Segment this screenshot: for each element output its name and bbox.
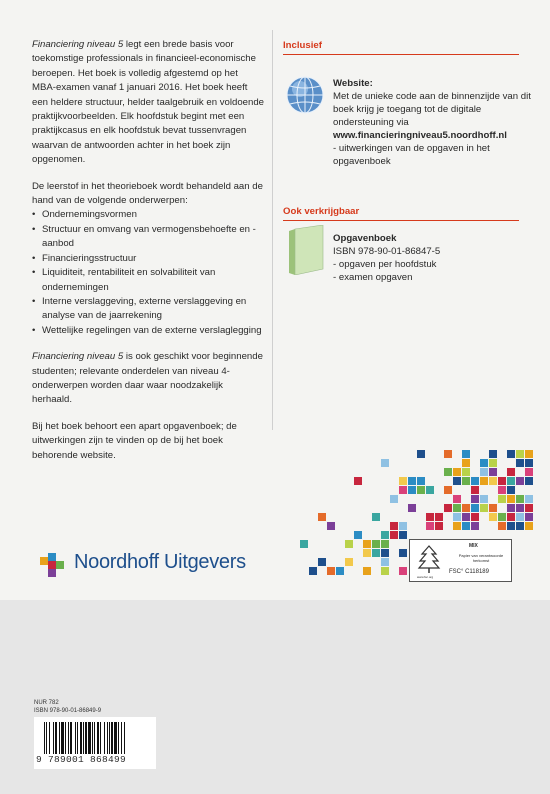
mosaic-tile [471,486,479,494]
mosaic-tile [516,459,524,467]
mosaic-tile [525,477,533,485]
mosaic-tile [498,477,506,485]
mosaic-tile [381,567,389,575]
mosaic-tile [480,495,488,503]
mosaic-tile [471,477,479,485]
barcode-bar [61,722,64,754]
mosaic-tile [498,513,506,521]
ook-verkrijgbaar-block [333,232,533,284]
mosaic-tile [516,477,524,485]
mosaic-tile [345,558,353,566]
book-title-italic: Financiering niveau 5 [32,351,124,363]
nur-code: NUR 782 [34,700,59,706]
noordhoff-logo-icon [40,553,64,577]
mosaic-tile [363,540,371,548]
mosaic-tile [444,450,452,458]
ook-verkrijgbaar-heading: Ook verkrijgbaar [283,206,360,217]
website-item: - uitwerkingen van de opgaven in het opgavenboek [333,143,490,167]
topic-item: • Interne verslaggeving, externe verslaggeving en analyse van de jaarrekening [32,295,264,324]
topics-list [32,208,264,338]
mosaic-tile [462,513,470,521]
opgavenboek-title: Opgavenboek [333,233,397,244]
mosaic-tile [480,504,488,512]
description-column [32,38,264,475]
mosaic-tile [444,486,452,494]
mosaic-tile [435,522,443,530]
mosaic-tile [399,522,407,530]
suitability-paragraph [32,350,264,408]
mosaic-tile [525,450,533,458]
mosaic-tile [498,495,506,503]
mosaic-tile [381,531,389,539]
mosaic-tile [525,513,533,521]
mosaic-tile [318,513,326,521]
website-label: Website: [333,78,373,89]
barcode-bar [118,722,119,754]
book-title-italic: Financiering niveau 5 [32,39,124,50]
mosaic-tile [471,495,479,503]
opgavenboek-item: - examen opgaven [333,272,413,283]
mosaic-tile [471,504,479,512]
fsc-site: www.fsc.org [417,575,434,579]
mosaic-tile [381,549,389,557]
barcode-bar [70,722,72,754]
mosaic-tile [300,540,308,548]
suitability-text: is ook geschikt voor beginnende studenten; relevante onderdelen van niveau 4-onderwerpen worden daar waar noodzakelijk herhaald. [32,351,263,406]
mosaic-tile [489,504,497,512]
mosaic-tile [399,531,407,539]
mosaic-tile [426,522,434,530]
mosaic-tile [525,468,533,476]
mosaic-tile [471,513,479,521]
website-url: www.financieringniveau5.noordhoff.nl [333,130,507,141]
barcode-bar [85,722,87,754]
barcode-bar [94,722,95,754]
barcode-number: 9 789001 868499 [36,754,127,765]
globe-icon [285,75,325,115]
mosaic-tile [381,459,389,467]
mosaic-tile [363,567,371,575]
inclusief-rule [283,54,519,55]
mosaic-tile [408,477,416,485]
barcode-bar [97,722,99,754]
mosaic-tile [516,504,524,512]
mosaic-tile [399,477,407,485]
mosaic-tile [471,522,479,530]
mosaic-tile [399,549,407,557]
mosaic-tile [462,477,470,485]
mosaic-tile [507,450,515,458]
column-divider [272,30,273,430]
barcode-bar [109,722,110,754]
mosaic-tile [426,486,434,494]
mosaic-tile [399,486,407,494]
mosaic-tile [498,486,506,494]
mosaic-tile [417,486,425,494]
mosaic-tile [462,504,470,512]
intro-text: legt een brede basis voor toekomstige professionals in financieel-economische beroepen. Het boek is volledig afgestemd op het MBA-examen vanaf 1 januari 2016. Het boek heeft een heldere structuur, helder taalgebruik en voldoende praktijkvoorbeelden. Elk hoofdstuk begint met een praktijkcasus en elk hoofdstuk bevat tussenvragen waarvan de antwoorden achter in het boek zijn opgenomen. [32,39,265,166]
mosaic-tile [489,513,497,521]
fsc-label [409,539,512,582]
barcode-bar [88,722,91,754]
barcode-bar [77,722,78,754]
ook-verkrijgbaar-rule [283,220,519,221]
mosaic-tile [444,468,452,476]
mosaic-tile [453,522,461,530]
fsc-mix: MIX [469,543,478,549]
mosaic-tile [327,567,335,575]
barcode-bar [104,722,105,754]
topic-item: • Structuur en omvang van vermogensbehoefte en -aanbod [32,223,264,252]
mosaic-tile [372,540,380,548]
mosaic-tile [453,513,461,521]
mosaic-tile [516,513,524,521]
publisher-name: Noordhoff Uitgevers [74,551,246,573]
topic-item: • Financieringsstructuur [32,252,264,266]
opgavenboek-isbn: ISBN 978-90-01-86847-5 [333,246,441,257]
website-description: Met de unieke code aan de binnenzijde van dit boek krijg je toegang tot de digitale ondersteuning via [333,91,531,128]
mosaic-tile [507,513,515,521]
inclusief-block [333,77,533,168]
mosaic-tile [525,459,533,467]
topic-item: • Wettelijke regelingen van de externe verslaglegging [32,324,264,338]
mosaic-tile [408,486,416,494]
barcode-bar [80,722,82,754]
mosaic-tile [507,477,515,485]
mosaic-tile [372,513,380,521]
mosaic-tile [453,477,461,485]
mosaic-tile [462,522,470,530]
barcode-bar [65,722,66,754]
workbook-note: Bij het boek behoort een apart opgavenboek; de uitwerkingen zijn te vinden op de bij het boek behorende website. [32,420,237,461]
mosaic-tile [516,522,524,530]
mosaic-tile [507,468,515,476]
mosaic-tile [381,558,389,566]
barcode [34,717,156,769]
mosaic-tile [489,459,497,467]
barcode-bar [114,722,117,754]
nur-isbn-block [34,699,101,715]
mosaic-tile [417,450,425,458]
mosaic-tile [345,540,353,548]
mosaic-tile [462,468,470,476]
mosaic-tile [525,495,533,503]
barcode-bar [49,722,50,754]
barcode-bar [44,722,45,754]
mosaic-tile [480,468,488,476]
intro-paragraph [32,38,264,168]
mosaic-tile [489,468,497,476]
mosaic-tile [390,495,398,503]
isbn-small: ISBN 978-90-01-86849-9 [34,708,102,714]
mosaic-tile [444,504,452,512]
barcode-bar [111,722,113,754]
mosaic-tile [453,504,461,512]
topic-item: • Liquiditeit, rentabiliteit en solvabiliteit van ondernemingen [32,266,264,295]
mosaic-tile [525,522,533,530]
mosaic-tile [309,567,317,575]
mosaic-tile [480,459,488,467]
barcode-bar [83,722,84,754]
barcode-bar [55,722,57,754]
fsc-code: FSC° C118189 [449,569,489,575]
barcode-bar [124,722,125,754]
mosaic-tile [498,522,506,530]
mosaic-tile [435,513,443,521]
barcode-bar [68,722,69,754]
mosaic-tile [462,459,470,467]
mosaic-tile [354,531,362,539]
mosaic-tile [426,513,434,521]
barcode-bar [53,722,54,754]
mosaic-tile [507,504,515,512]
mosaic-tile [507,486,515,494]
book-icon [289,225,325,275]
fsc-tree-icon [416,544,442,576]
barcode-bar [100,722,101,754]
barcode-bar [75,722,76,754]
mosaic-tile [354,477,362,485]
mosaic-tile [399,567,407,575]
barcode-bar [59,722,60,754]
barcode-bars [44,722,148,754]
mosaic-tile [372,549,380,557]
mosaic-tile [390,531,398,539]
mosaic-tile [480,477,488,485]
barcode-bar [46,722,47,754]
topic-item: • Ondernemingsvormen [32,208,264,222]
mosaic-tile [336,567,344,575]
opgavenboek-item: - opgaven per hoofdstuk [333,259,437,270]
mosaic-tile [390,522,398,530]
mosaic-tile [462,450,470,458]
barcode-bar [92,722,93,754]
barcode-bar [107,722,108,754]
mosaic-tile [507,495,515,503]
mosaic-tile [516,450,524,458]
mosaic-tile [525,504,533,512]
mosaic-tile [489,477,497,485]
mosaic-tile [453,495,461,503]
mosaic-tile [489,450,497,458]
inclusief-heading: Inclusief [283,40,322,51]
mosaic-tile [363,549,371,557]
mosaic-tile [417,477,425,485]
mosaic-tile [408,504,416,512]
mosaic-tile [381,540,389,548]
mosaic-tile [507,522,515,530]
mosaic-tile [327,522,335,530]
mosaic-tile [318,558,326,566]
mosaic-tile [516,495,524,503]
barcode-bar [121,722,122,754]
mosaic-tile [453,468,461,476]
fsc-paper-text: Papier van verantwoorde herkomst [458,553,504,563]
topics-intro: De leerstof in het theorieboek wordt behandeld aan de hand van de volgende onderwerpen: [32,180,263,207]
